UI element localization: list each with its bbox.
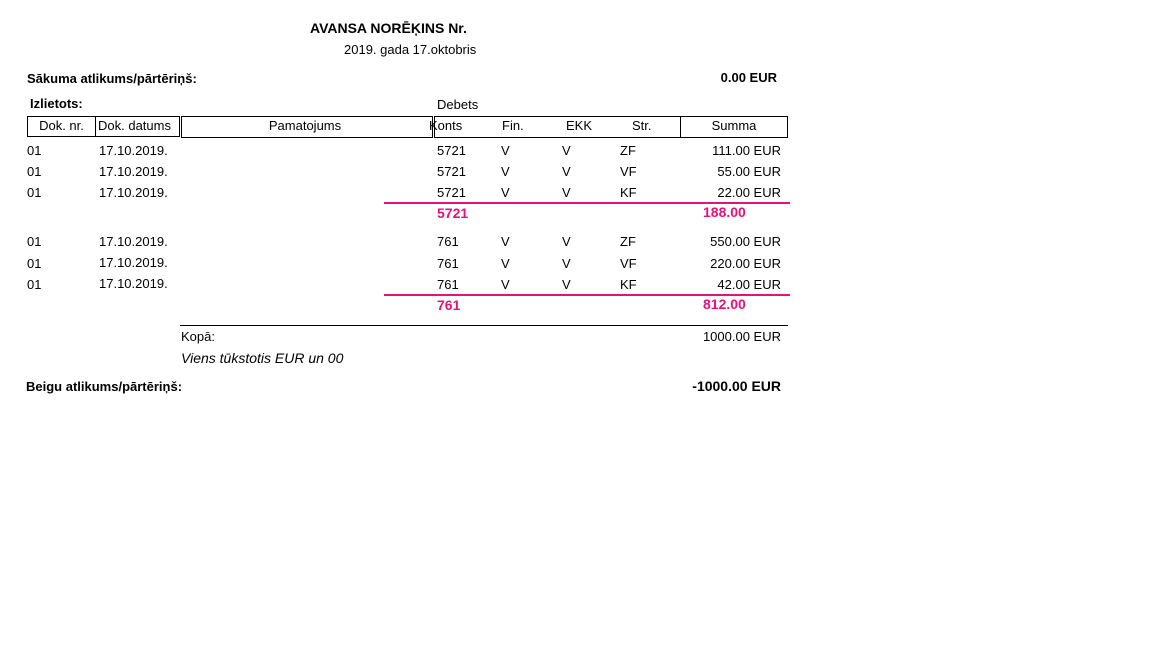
cell-doc-date: 17.10.2019. xyxy=(99,164,168,179)
cell-doc-no: 01 xyxy=(27,256,42,271)
cell-ekk: V xyxy=(562,256,571,271)
cell-sum: 55.00 EUR xyxy=(717,164,781,179)
col-account: Konts xyxy=(429,118,463,133)
cell-doc-no: 01 xyxy=(27,185,42,200)
col-doc-no: Dok. nr. xyxy=(39,118,84,133)
col-doc-date: Dok. datums xyxy=(98,118,171,133)
cell-fin: V xyxy=(501,185,510,200)
cell-doc-no: 01 xyxy=(27,277,42,292)
cell-ekk: V xyxy=(562,143,571,158)
cell-account: 5721 xyxy=(437,143,466,158)
cell-str: ZF xyxy=(620,234,636,249)
cell-sum: 42.00 EUR xyxy=(717,277,781,292)
col-basis: Pamatojums xyxy=(268,118,342,133)
cell-account: 5721 xyxy=(437,185,466,200)
cell-fin: V xyxy=(501,256,510,271)
spent-label: Izlietots: xyxy=(30,96,83,111)
cell-str: ZF xyxy=(620,143,636,158)
cell-str: VF xyxy=(620,256,637,271)
cell-str: KF xyxy=(620,277,637,292)
cell-sum: 111.00 EUR xyxy=(712,143,781,158)
cell-doc-date: 17.10.2019. xyxy=(99,276,168,291)
cell-fin: V xyxy=(501,277,510,292)
closing-balance-value: -1000.00 EUR xyxy=(692,378,781,394)
cell-fin: V xyxy=(501,143,510,158)
subtotal-sum: 812.00 xyxy=(703,296,746,312)
cell-str: VF xyxy=(620,164,637,179)
report-title: AVANSA NORĒĶINS Nr. xyxy=(310,20,467,36)
report-date: 2019. gada 17.oktobris xyxy=(344,42,477,57)
cell-str: KF xyxy=(620,185,637,200)
cell-ekk: V xyxy=(562,234,571,249)
subtotal-sum: 188.00 xyxy=(703,204,746,220)
total-label: Kopā: xyxy=(181,329,215,344)
cell-sum: 220.00 EUR xyxy=(710,256,781,271)
opening-balance-value: 0.00 EUR xyxy=(720,70,777,85)
cell-ekk: V xyxy=(562,164,571,179)
cell-doc-date: 17.10.2019. xyxy=(99,185,168,200)
cell-doc-no: 01 xyxy=(27,234,42,249)
total-in-words: Viens tūkstotis EUR un 00 xyxy=(181,350,344,366)
cell-account: 761 xyxy=(437,234,459,249)
col-ekk: EKK xyxy=(566,118,593,133)
cell-doc-date: 17.10.2019. xyxy=(99,234,168,249)
closing-balance-label: Beigu atlikums/pārtēriņš: xyxy=(26,379,183,394)
cell-doc-no: 01 xyxy=(27,164,42,179)
cell-doc-no: 01 xyxy=(27,143,42,158)
cell-fin: V xyxy=(501,164,510,179)
col-sum: Summa xyxy=(711,118,757,133)
cell-fin: V xyxy=(501,234,510,249)
cell-sum: 550.00 EUR xyxy=(710,234,781,249)
subtotal-account: 761 xyxy=(437,297,461,313)
cell-account: 761 xyxy=(437,277,459,292)
cell-ekk: V xyxy=(562,185,571,200)
total-value: 1000.00 EUR xyxy=(702,329,781,344)
cell-ekk: V xyxy=(562,277,571,292)
subtotal-account: 5721 xyxy=(437,205,469,221)
cell-doc-date: 17.10.2019. xyxy=(99,255,168,270)
col-str: Str. xyxy=(632,118,652,133)
debit-label: Debets xyxy=(437,97,479,112)
cell-doc-date: 17.10.2019. xyxy=(99,143,168,158)
cell-account: 5721 xyxy=(437,164,466,179)
total-divider xyxy=(180,325,788,326)
col-fin: Fin. xyxy=(502,118,524,133)
cell-sum: 22.00 EUR xyxy=(717,185,781,200)
cell-account: 761 xyxy=(437,256,459,271)
opening-balance-label: Sākuma atlikums/pārtēriņš: xyxy=(27,71,197,86)
